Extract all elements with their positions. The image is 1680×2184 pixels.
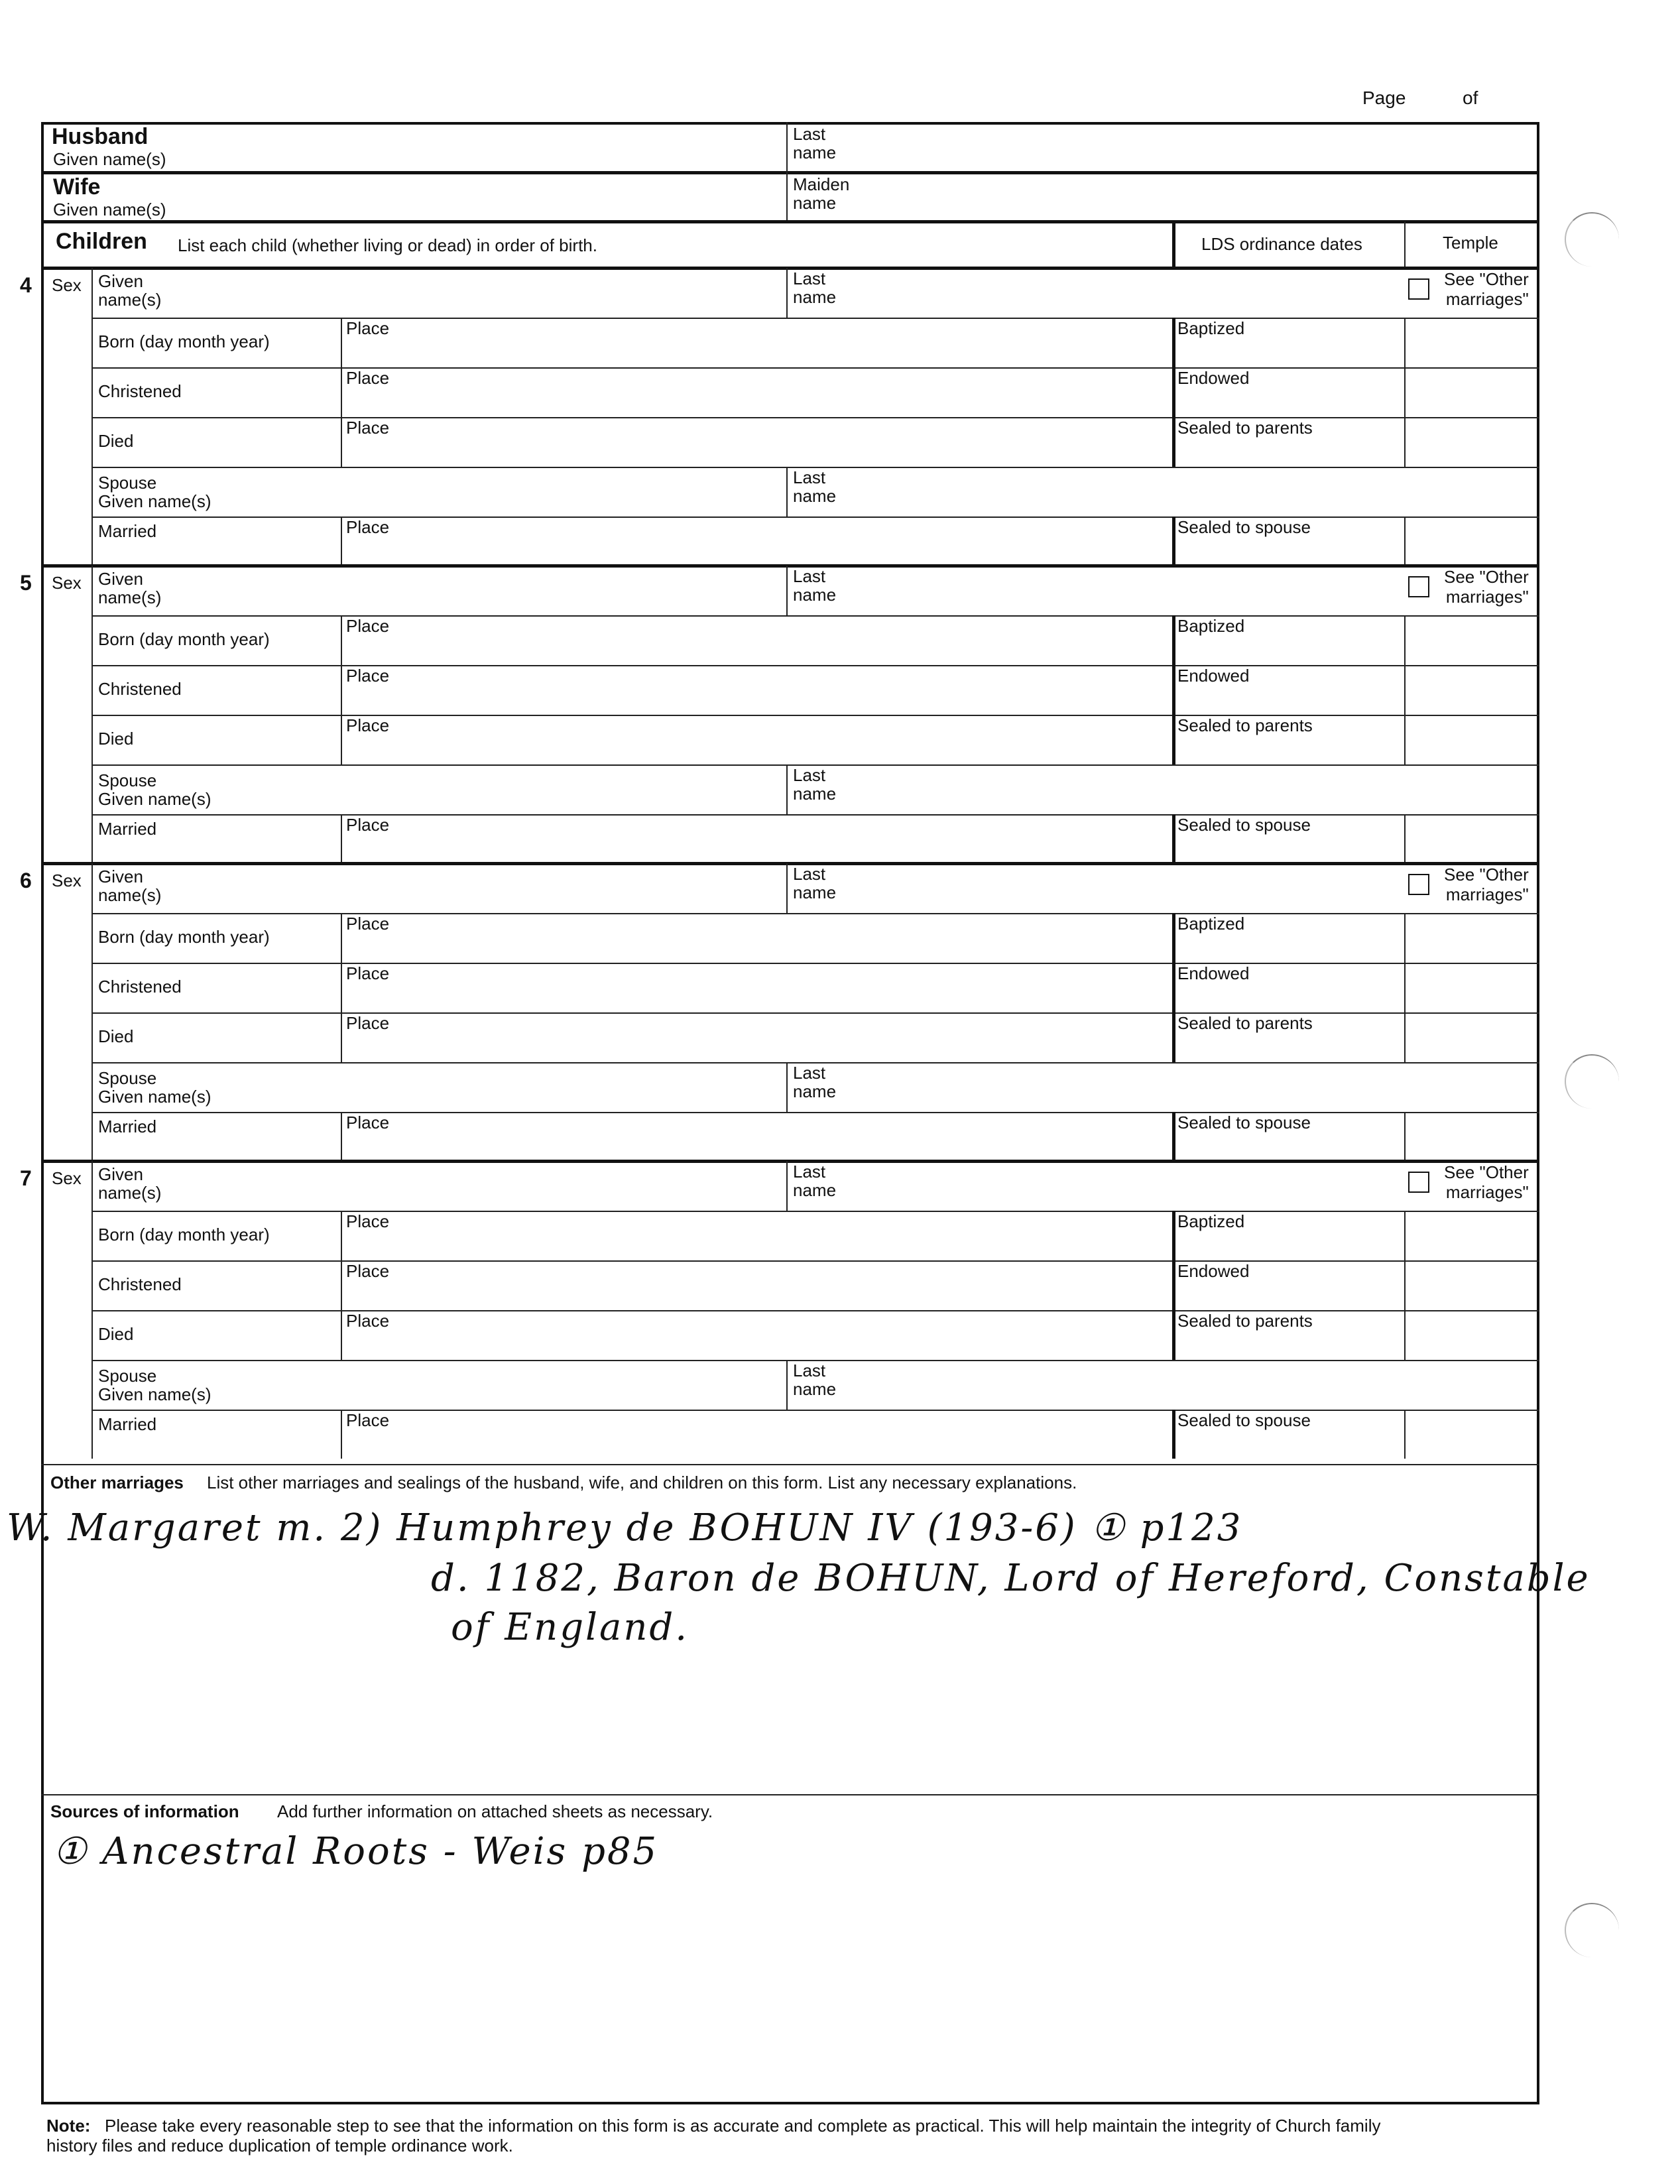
temple-divider [1404, 913, 1406, 1062]
married-label: Married [98, 521, 157, 541]
married-label: Married [98, 819, 157, 839]
christened-label: Christened [98, 1274, 182, 1294]
given-name-label: Given name(s) [98, 271, 162, 310]
ordinance-divider [1172, 1410, 1175, 1459]
died-label: Died [98, 1026, 134, 1046]
note-text-line-2: history files and reduce duplication of temple ordinance work. [46, 2136, 513, 2155]
temple-divider [1404, 1211, 1406, 1360]
sealed-to-spouse-label: Sealed to spouse [1177, 1113, 1311, 1132]
sealed-to-spouse-label: Sealed to spouse [1177, 1410, 1311, 1430]
note-text-line-1: Please take every reasonable step to see that the information on this form is as accurate and complete as practical. This will help maintain the integrity of Church family [105, 2116, 1381, 2136]
sealed-to-parents-label: Sealed to parents [1177, 1013, 1313, 1033]
other-marriages-handwriting-line-1: W. Margaret m. 2) Humphrey de BOHUN IV (193-6) ① p123 [7, 1506, 1243, 1549]
ordinance-divider [1172, 516, 1175, 566]
married-label: Married [98, 1117, 157, 1136]
child-separator [41, 267, 1539, 270]
row-line [91, 715, 1539, 716]
row-line [91, 615, 1539, 617]
ordinance-divider [1172, 1112, 1175, 1161]
child-separator [41, 862, 1539, 865]
sex-label: Sex [52, 275, 82, 295]
row-line [91, 665, 1539, 666]
other-marriages-title: Other marriages [50, 1473, 184, 1492]
married-place-divider [341, 1112, 342, 1161]
baptized-label: Baptized [1177, 616, 1245, 636]
row-line [91, 367, 1539, 369]
event-place-divider [341, 1211, 342, 1360]
place-label: Place [346, 418, 390, 438]
place-label: Place [346, 1113, 390, 1132]
temple-divider [1404, 1112, 1406, 1161]
row-line [91, 1260, 1539, 1262]
born-label: Born (day month year) [98, 332, 270, 351]
temple-divider [1404, 1410, 1406, 1459]
note-title: Note: [46, 2116, 91, 2136]
died-label: Died [98, 1324, 134, 1344]
see-other-marriages-checkbox[interactable] [1408, 576, 1429, 597]
punch-hole [1565, 212, 1619, 267]
see-other-marriages-label: See "Other marriages" [1444, 567, 1529, 607]
children-instruction: List each child (whether living or dead) in order of birth. [178, 235, 597, 255]
place-label: Place [346, 1410, 390, 1430]
other-marriages-handwriting-line-3: of England. [451, 1606, 690, 1649]
sealed-to-parents-label: Sealed to parents [1177, 418, 1313, 438]
husband-given-label: Given name(s) [53, 149, 166, 169]
form-frame [41, 122, 1539, 2104]
married-place-divider [341, 1410, 342, 1459]
sex-label: Sex [52, 871, 82, 890]
christened-label: Christened [98, 381, 182, 401]
given-name-label: Given name(s) [98, 1164, 162, 1203]
endowed-label: Endowed [1177, 368, 1250, 388]
last-name-label: Last name [793, 269, 837, 307]
temple-divider [1404, 814, 1406, 863]
ordinance-divider [1172, 913, 1175, 1062]
sealed-to-spouse-label: Sealed to spouse [1177, 815, 1311, 835]
spouse-given-label: Spouse Given name(s) [98, 770, 211, 809]
punch-hole [1565, 1054, 1619, 1109]
wife-given-label: Given name(s) [53, 200, 166, 219]
sex-label: Sex [52, 1168, 82, 1188]
given-name-label: Given name(s) [98, 569, 162, 607]
temple-header: Temple [1443, 233, 1498, 253]
place-label: Place [346, 1013, 390, 1033]
baptized-label: Baptized [1177, 1211, 1245, 1231]
row-line [91, 814, 1539, 816]
wife-title: Wife [53, 174, 101, 200]
wife-maiden-label: Maiden name [793, 174, 850, 213]
married-place-divider [341, 814, 342, 863]
spouse-last-label: Last name [793, 1063, 837, 1101]
endowed-label: Endowed [1177, 666, 1250, 686]
spouse-given-label: Spouse Given name(s) [98, 1366, 211, 1404]
born-label: Born (day month year) [98, 927, 270, 947]
child-number: 5 [20, 571, 32, 595]
sealed-to-spouse-label: Sealed to spouse [1177, 517, 1311, 537]
married-place-divider [341, 516, 342, 566]
last-name-label: Last name [793, 1162, 837, 1200]
sealed-to-parents-label: Sealed to parents [1177, 715, 1313, 735]
ordinance-divider [1172, 615, 1175, 764]
row-line [91, 1410, 1539, 1411]
last-name-label: Last name [793, 566, 837, 605]
endowed-label: Endowed [1177, 963, 1250, 983]
child-number: 7 [20, 1166, 32, 1190]
place-label: Place [346, 517, 390, 537]
row-line [91, 516, 1539, 518]
born-label: Born (day month year) [98, 629, 270, 649]
ordinance-divider [1172, 814, 1175, 863]
place-label: Place [346, 368, 390, 388]
child-number: 6 [20, 869, 32, 892]
place-label: Place [346, 616, 390, 636]
given-last-divider [786, 268, 788, 318]
place-label: Place [346, 1261, 390, 1281]
place-label: Place [346, 715, 390, 735]
spouse-given-label: Spouse Given name(s) [98, 1068, 211, 1107]
spouse-last-divider [786, 764, 788, 814]
row-line [91, 1310, 1539, 1311]
ordinance-divider [1172, 1211, 1175, 1360]
given-name-label: Given name(s) [98, 867, 162, 905]
see-other-marriages-checkbox[interactable] [1408, 874, 1429, 895]
other-marriages-handwriting-line-2: d. 1182, Baron de BOHUN, Lord of Hereford, Constable [431, 1557, 1590, 1600]
baptized-label: Baptized [1177, 318, 1245, 338]
temple-divider [1404, 615, 1406, 764]
spouse-given-label: Spouse Given name(s) [98, 473, 211, 511]
page-label: Page [1362, 88, 1406, 108]
endowed-label: Endowed [1177, 1261, 1250, 1281]
lds-dates-header: LDS ordinance dates [1201, 234, 1362, 254]
sealed-to-parents-label: Sealed to parents [1177, 1311, 1313, 1331]
given-last-divider [786, 863, 788, 913]
ordinance-divider [1172, 318, 1175, 467]
given-last-divider [786, 1161, 788, 1211]
row-line [91, 1112, 1539, 1113]
sex-label: Sex [52, 573, 82, 593]
see-other-marriages-label: See "Other marriages" [1444, 269, 1529, 309]
died-label: Died [98, 729, 134, 749]
christened-label: Christened [98, 977, 182, 997]
sources-handwriting: ① Ancestral Roots - Weis p85 [53, 1830, 659, 1873]
spouse-last-divider [786, 1360, 788, 1410]
husband-title: Husband [52, 124, 149, 149]
place-label: Place [346, 666, 390, 686]
sources-instruction: Add further information on attached sheets as necessary. [277, 1801, 713, 1821]
place-label: Place [346, 1211, 390, 1231]
event-place-divider [341, 318, 342, 467]
spouse-last-divider [786, 1062, 788, 1112]
christened-label: Christened [98, 679, 182, 699]
row-line [91, 1012, 1539, 1014]
died-label: Died [98, 431, 134, 451]
temple-divider [1404, 516, 1406, 566]
punch-hole [1565, 1903, 1619, 1957]
page-of-label: of [1463, 88, 1478, 108]
see-other-marriages-label: See "Other marriages" [1444, 1162, 1529, 1202]
place-label: Place [346, 815, 390, 835]
place-label: Place [346, 914, 390, 934]
row-line [91, 318, 1539, 319]
event-place-divider [341, 615, 342, 764]
given-last-divider [786, 566, 788, 615]
row-line [91, 963, 1539, 964]
spouse-last-label: Last name [793, 467, 837, 506]
children-title: Children [56, 229, 147, 254]
born-label: Born (day month year) [98, 1225, 270, 1244]
child-separator [41, 564, 1539, 568]
other-marriages-instruction: List other marriages and sealings of the husband, wife, and children on this form. List any necessary explanations. [207, 1473, 1077, 1492]
place-label: Place [346, 963, 390, 983]
spouse-last-label: Last name [793, 765, 837, 804]
see-other-marriages-checkbox[interactable] [1408, 1172, 1429, 1193]
place-label: Place [346, 1311, 390, 1331]
spouse-last-label: Last name [793, 1361, 837, 1399]
baptized-label: Baptized [1177, 914, 1245, 934]
row-line [91, 913, 1539, 914]
see-other-marriages-label: See "Other marriages" [1444, 865, 1529, 904]
see-other-marriages-checkbox[interactable] [1408, 278, 1429, 300]
row-line [91, 1211, 1539, 1212]
child-separator [41, 1160, 1539, 1163]
row-line [91, 417, 1539, 418]
spouse-last-divider [786, 467, 788, 516]
last-name-label: Last name [793, 864, 837, 902]
married-label: Married [98, 1414, 157, 1434]
sources-title: Sources of information [50, 1801, 239, 1821]
place-label: Place [346, 318, 390, 338]
event-place-divider [341, 913, 342, 1062]
husband-last-label: Last name [793, 124, 837, 162]
temple-divider [1404, 318, 1406, 467]
child-number: 4 [20, 273, 32, 297]
